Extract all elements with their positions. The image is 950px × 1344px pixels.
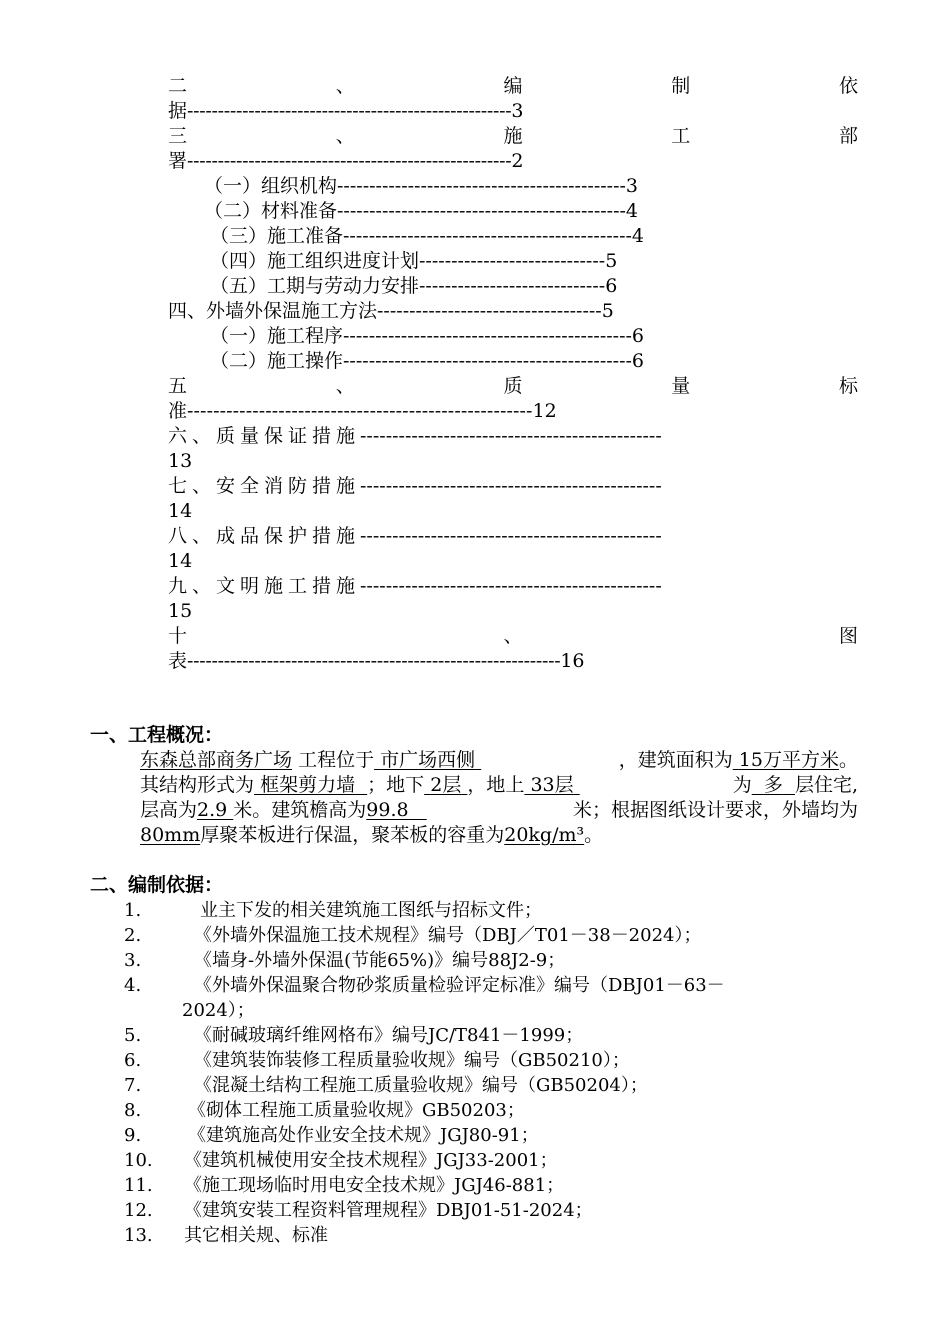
toc-leader: -----------------------------------------------: [360, 575, 662, 597]
toc-page-number: 3: [625, 175, 639, 197]
toc-page-number: 14: [168, 550, 193, 572]
structure-type: 框架剪力墙: [260, 774, 356, 796]
toc-char: 施: [503, 125, 523, 147]
toc-char: 制: [671, 75, 691, 97]
list-item: 8. 《砌体工程施工质量验收规》GB50203；: [124, 1100, 525, 1121]
toc-page-number: 16: [560, 650, 585, 672]
list-item: 4. 《外墙外保温聚合物砂浆质量检验评定标准》编号（DBJ01－63－: [124, 975, 725, 996]
toc-char: 、: [335, 125, 355, 147]
toc-char: 、: [503, 625, 523, 647]
toc-page-number: 14: [168, 500, 193, 522]
overview-line-4: 80mm厚聚苯板进行保温，聚苯板的容重为20kg/m³。: [140, 824, 604, 846]
toc-char: 二: [168, 75, 188, 97]
overview-line-1: 东森总部商务广场 工程位于 市广场西侧 ，建筑面积为 15万平方米。: [140, 749, 858, 771]
toc-char: 标: [838, 375, 858, 397]
toc-entry-continuation[interactable]: 署-----------------------------------------------------2: [168, 150, 524, 172]
building-area: 15万平方米: [738, 749, 839, 771]
toc-entry-continuation[interactable]: 表-------------------------------------------------------------16: [168, 650, 585, 672]
list-item: 1. 业主下发的相关建筑施工图纸与招标文件；: [124, 900, 542, 921]
toc-entry-spread[interactable]: [168, 624, 858, 649]
toc-title: 六、质量保证措施: [168, 425, 361, 447]
list-item: 11. 《施工现场临时用电安全技术规》JGJ46-881；: [124, 1175, 565, 1196]
toc-title: （三）施工准备: [210, 225, 344, 247]
toc-title: （一）施工程序: [210, 325, 344, 347]
list-item: 9. 《建筑施高处作业安全技术规》JGJ80-91；: [124, 1125, 539, 1146]
toc-page-number: 5: [601, 300, 614, 322]
toc-char: 依: [838, 75, 858, 97]
toc-char: 五: [168, 375, 188, 397]
toc-page-number: 6: [631, 325, 645, 347]
toc-leader: -----------------------------------------------: [360, 525, 662, 547]
section-heading-basis: 二、编制依据：: [90, 874, 224, 896]
toc-title: 九、文明施工措施: [168, 575, 361, 597]
storey-height: 2.9: [197, 799, 228, 821]
toc-entry-continuation[interactable]: 据-----------------------------------------------------3: [168, 100, 524, 122]
toc-page-number: 12: [532, 400, 557, 422]
toc-entry[interactable]: [168, 299, 614, 324]
toc-char: 、: [335, 75, 355, 97]
toc-leader: -----------------------------------------------------: [187, 150, 512, 172]
toc-page-number: 5: [605, 250, 618, 272]
list-item: 3. 《墙身-外墙外保温(节能65%)》编号88J2-9；: [124, 950, 566, 971]
list-item: 6. 《建筑装饰装修工程质量验收规》编号（GB50210）；: [124, 1050, 630, 1071]
toc-leader: ---------------------------------------------: [343, 350, 632, 372]
toc-leader: -----------------------------------: [377, 300, 602, 322]
list-item: 10. 《建筑机械使用安全技术规程》JGJ33-2001；: [124, 1150, 558, 1171]
toc-entry[interactable]: [210, 249, 617, 274]
section-heading-overview: 一、工程概况：: [90, 724, 224, 746]
toc-leader: -----------------------------------------------------: [187, 400, 533, 422]
toc-leader: ---------------------------------------------: [337, 200, 626, 222]
toc-entry[interactable]: [168, 424, 858, 449]
building-type: 多: [763, 774, 783, 796]
toc-entry[interactable]: [168, 574, 858, 599]
toc-entry-spread[interactable]: [168, 124, 858, 149]
toc-leader: -----------------------------------------------: [360, 475, 662, 497]
toc-entry[interactable]: [210, 274, 617, 299]
toc-entry[interactable]: [210, 324, 644, 349]
toc-entry[interactable]: [168, 524, 858, 549]
toc-title: （四）施工组织进度计划: [210, 250, 420, 272]
insulation-density: 20kg/m³: [504, 824, 585, 846]
overview-line-2: 其结构形式为 框架剪力墙 ；地下 2层 ，地上 33层 为 多 层住宅,: [140, 774, 858, 796]
toc-entry[interactable]: [204, 199, 638, 224]
list-item: 12. 《建筑安装工程资料管理规程》DBJ01-51-2024；: [124, 1200, 593, 1221]
toc-char: 编: [503, 75, 523, 97]
toc-leader: ---------------------------------------------: [337, 175, 626, 197]
toc-char: 质: [503, 375, 523, 397]
toc-leader: ---------------------------------------------: [343, 225, 632, 247]
toc-entry[interactable]: [168, 474, 858, 499]
toc-leader: -----------------------------------------------------: [187, 100, 512, 122]
toc-page-number: 4: [631, 225, 645, 247]
toc-leader: -----------------------------: [419, 250, 606, 272]
toc-entry-spread[interactable]: [168, 74, 858, 99]
toc-entry-continuation[interactable]: 准-----------------------------------------------------12: [168, 400, 557, 422]
toc-title: 八、成品保护措施: [168, 525, 361, 547]
insulation-thickness: 80mm: [140, 824, 201, 846]
list-item: 13. 其它相关规、标准: [124, 1225, 328, 1246]
toc-char: 图: [838, 625, 858, 647]
toc-entry[interactable]: [210, 349, 644, 374]
toc-leader: -----------------------------------------------: [360, 425, 662, 447]
toc-title: 四、外墙外保温施工方法: [168, 300, 378, 322]
toc-entry[interactable]: [210, 224, 644, 249]
toc-char: 十: [168, 625, 188, 647]
list-item: 5. 《耐碱玻璃纤维网格布》编号JC/T841－1999；: [124, 1025, 584, 1046]
toc-char: 、: [335, 375, 355, 397]
list-item-continuation: 2024）；: [182, 1000, 255, 1021]
toc-page-number: 15: [168, 600, 193, 622]
toc-page-number: 4: [625, 200, 639, 222]
toc-page-number: 6: [605, 275, 618, 297]
project-name: 东森总部商务广场: [140, 749, 293, 771]
underground-floors: 2层: [430, 774, 462, 796]
toc-page-number: 13: [168, 450, 193, 472]
toc-title: 七、安全消防措施: [168, 475, 361, 497]
toc-title: （二）施工操作: [210, 350, 344, 372]
toc-page-number: 3: [511, 100, 524, 122]
eave-height: 99.8: [366, 799, 409, 821]
toc-char: 工: [671, 125, 691, 147]
overview-line-3: 层高为2.9 米。建筑檐高为99.8 米；根据图纸设计要求，外墙均为: [140, 799, 858, 821]
toc-char: 三: [168, 125, 188, 147]
toc-char: 量: [671, 375, 691, 397]
toc-leader: -------------------------------------------------------------: [187, 650, 561, 672]
toc-page-number: 6: [631, 350, 645, 372]
toc-leader: ---------------------------------------------: [343, 325, 632, 347]
toc-leader: -----------------------------: [419, 275, 606, 297]
toc-entry[interactable]: [204, 174, 638, 199]
project-location: 市广场西侧: [380, 749, 476, 771]
toc-title: （五）工期与劳动力安排: [210, 275, 420, 297]
toc-char: 部: [838, 125, 858, 147]
toc-title: （二）材料准备: [204, 200, 338, 222]
toc-title: （一）组织机构: [204, 175, 338, 197]
toc-entry-spread[interactable]: [168, 374, 858, 399]
list-item: 2. 《外墙外保温施工技术规程》编号（DBJ／T01－38－2024）；: [124, 925, 702, 946]
above-ground-floors: 33层: [530, 774, 574, 796]
toc-page-number: 2: [511, 150, 524, 172]
list-item: 7. 《混凝土结构工程施工质量验收规》编号（GB50204）；: [124, 1075, 648, 1096]
